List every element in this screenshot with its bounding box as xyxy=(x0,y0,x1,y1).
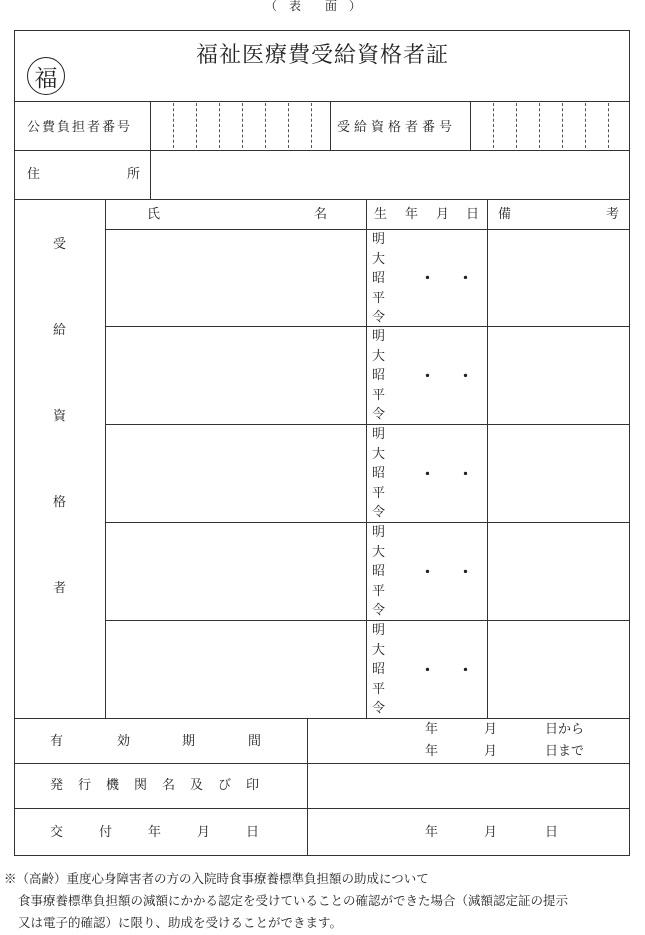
remarks-header-end: 考 xyxy=(606,207,620,222)
issue-month: 月 xyxy=(484,825,498,840)
era-option: 平 xyxy=(372,485,386,501)
birth-header-char: 生 xyxy=(374,207,388,222)
validity-to-month: 月 xyxy=(484,744,498,759)
issuer-label-char: 機 xyxy=(106,778,120,793)
validity-label-char: 間 xyxy=(248,734,262,749)
birth-header-char: 日 xyxy=(466,207,480,222)
note-line: 食事療養標準負担額の減額にかかる認定を受けていることの確認ができた場合（減額認定証の提示 xyxy=(18,893,569,908)
issue-label-char: 交 xyxy=(50,825,64,840)
era-option: 令 xyxy=(372,505,386,520)
era-option: 明 xyxy=(372,427,386,442)
issue-day: 日 xyxy=(545,825,559,840)
era-list xyxy=(372,327,386,425)
issue-label-char: 付 xyxy=(99,825,113,840)
date-separator: ・ xyxy=(420,465,436,483)
date-separator: ・ xyxy=(458,367,474,385)
era-option: 平 xyxy=(372,290,386,306)
era-option: 大 xyxy=(372,251,386,267)
era-option: 大 xyxy=(372,642,386,658)
recipient-number-label: 受給資格者番号 xyxy=(337,120,457,135)
recipient-label-char: 資 xyxy=(53,409,67,424)
validity-label-char: 効 xyxy=(117,734,131,749)
era-option: 明 xyxy=(372,525,386,540)
date-separator: ・ xyxy=(458,661,474,679)
date-separator: ・ xyxy=(458,563,474,581)
birth-header-char: 年 xyxy=(405,207,419,222)
era-list xyxy=(372,230,386,328)
era-option: 平 xyxy=(372,387,386,403)
era-list xyxy=(372,523,386,621)
era-option: 昭 xyxy=(372,662,386,677)
validity-from-year: 年 xyxy=(425,722,439,737)
era-option: 昭 xyxy=(372,368,386,383)
issuer-label-char: 行 xyxy=(78,778,92,793)
era-option: 明 xyxy=(372,329,386,344)
era-option: 令 xyxy=(372,701,386,716)
issue-label-char: 年 xyxy=(148,825,162,840)
card-title: 福祉医療費受給資格者証 xyxy=(195,43,449,68)
date-separator: ・ xyxy=(420,563,436,581)
seal-icon: 福 xyxy=(27,57,65,95)
era-list xyxy=(372,621,386,719)
era-option: 令 xyxy=(372,407,386,422)
date-separator: ・ xyxy=(458,269,474,287)
certificate-card xyxy=(14,30,630,856)
issuer-label-char: び xyxy=(218,778,232,793)
issue-label-char: 月 xyxy=(197,825,211,840)
name-header-end: 名 xyxy=(314,207,328,222)
address-label-end: 所 xyxy=(127,167,141,182)
era-option: 明 xyxy=(372,623,386,638)
issuer-label-char: 及 xyxy=(190,778,204,793)
era-option: 令 xyxy=(372,603,386,618)
date-separator: ・ xyxy=(458,465,474,483)
era-option: 大 xyxy=(372,446,386,462)
era-option: 大 xyxy=(372,544,386,560)
recipient-label-char: 受 xyxy=(53,237,67,252)
era-option: 平 xyxy=(372,583,386,599)
issuer-label-char: 発 xyxy=(50,778,64,793)
era-option: 昭 xyxy=(372,466,386,481)
validity-label-char: 有 xyxy=(50,734,64,749)
validity-from-day: 日から xyxy=(545,722,585,737)
date-separator: ・ xyxy=(420,367,436,385)
validity-from-month: 月 xyxy=(484,722,498,737)
issuer-label-char: 名 xyxy=(162,778,176,793)
era-option: 平 xyxy=(372,681,386,697)
era-list xyxy=(372,425,386,523)
date-separator: ・ xyxy=(420,661,436,679)
era-option: 明 xyxy=(372,232,386,247)
recipient-label-char: 者 xyxy=(53,581,67,596)
validity-label-char: 期 xyxy=(182,734,196,749)
recipient-label-char: 給 xyxy=(53,323,67,338)
side-label: （ 表 面 ） xyxy=(265,0,362,13)
payer-number-label: 公費負担者番号 xyxy=(27,120,133,135)
issuer-label-char: 関 xyxy=(134,778,148,793)
name-header-start: 氏 xyxy=(147,207,161,222)
recipient-label-char: 格 xyxy=(53,495,67,510)
birth-header-char: 月 xyxy=(436,207,450,222)
validity-to-day: 日まで xyxy=(545,744,585,759)
validity-to-year: 年 xyxy=(425,744,439,759)
date-separator: ・ xyxy=(420,269,436,287)
note-line: ※（高齢）重度心身障害者の方の入院時食事療養標準負担額の助成について xyxy=(4,871,429,886)
issue-label-char: 日 xyxy=(246,825,260,840)
issue-year: 年 xyxy=(425,825,439,840)
remarks-header-start: 備 xyxy=(498,207,512,222)
era-option: 大 xyxy=(372,348,386,364)
note-line: 又は電子的確認）に限り、助成を受けることができます。 xyxy=(18,915,343,930)
era-option: 令 xyxy=(372,310,386,325)
issuer-label-char: 印 xyxy=(246,778,260,793)
address-label-start: 住 xyxy=(27,167,41,182)
era-option: 昭 xyxy=(372,564,386,579)
era-option: 昭 xyxy=(372,271,386,286)
